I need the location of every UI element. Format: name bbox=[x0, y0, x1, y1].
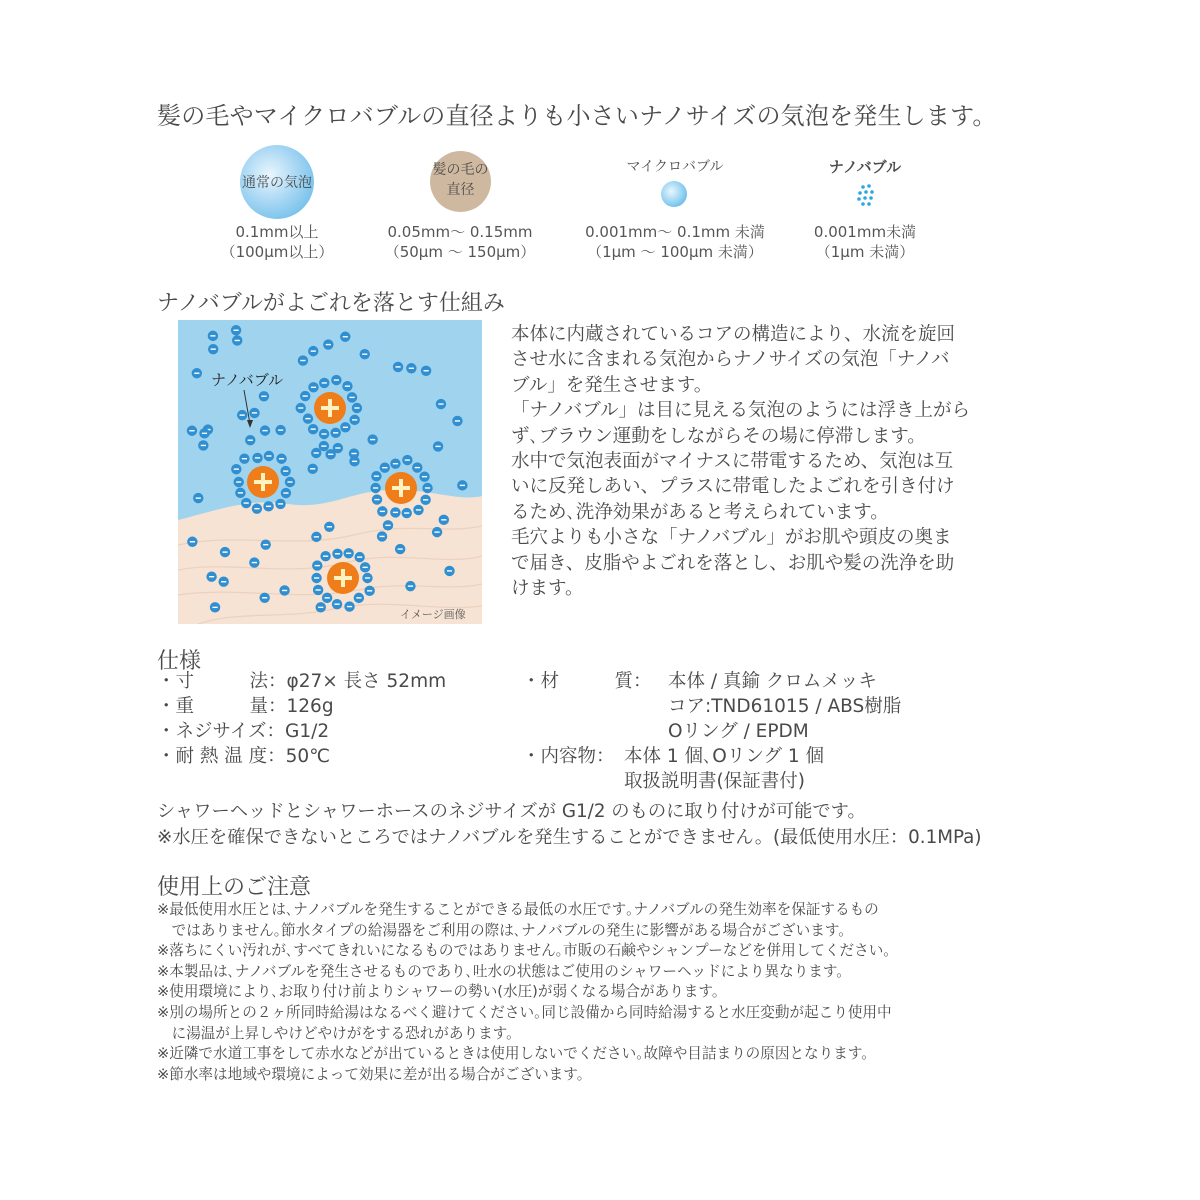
minus-bubble bbox=[354, 552, 364, 562]
minus-bubble bbox=[352, 403, 362, 413]
minus-bubble bbox=[364, 586, 374, 596]
compatibility-note: シャワーヘッドとシャワーホースのネジサイズが G1/2 のものに取り付けが可能です。 bbox=[157, 801, 866, 822]
minus-bubble bbox=[405, 581, 415, 591]
minus-bubble bbox=[260, 425, 270, 435]
minus-bubble bbox=[349, 456, 359, 466]
minus-bubble bbox=[444, 566, 454, 576]
minus-bubble bbox=[237, 410, 247, 420]
minus-bubble bbox=[343, 548, 353, 558]
minus-bubble bbox=[372, 494, 382, 504]
minus-bubble bbox=[342, 381, 352, 391]
minus-bubble bbox=[390, 507, 400, 517]
minus-bubble bbox=[367, 434, 377, 444]
minus-bubble bbox=[419, 471, 429, 481]
minus-bubble bbox=[239, 453, 249, 463]
cautions-title: 使用上のご注意 bbox=[157, 875, 312, 900]
minus-bubble bbox=[275, 499, 285, 509]
headline: 髪の毛やマイクロバブルの直径よりも小さいナノサイズの気泡を発生します。 bbox=[157, 102, 997, 130]
caution-line: ※別の場所との２ヶ所同時給湯はなるべく避けてください｡同じ設備から同時給湯すると水圧変動が起こり使用中 bbox=[157, 1003, 892, 1021]
minus-bubble bbox=[220, 547, 230, 557]
spec-weight: ・重 量：126g bbox=[157, 696, 334, 717]
minus-bubble bbox=[347, 392, 357, 402]
minus-bubble bbox=[308, 464, 318, 474]
minus-bubble bbox=[412, 462, 422, 472]
mechanism-description: 本体に内蔵されているコアの構造により、水流を旋回 させ水に含まれる気泡からナノサイズの気泡「ナノバ ブル」を発生させます。 「ナノバブル」は目に見える気泡のようには浮き上がら ず､ブラウン運動をしながらその場に停滞します。 水中で気泡表面がマイナスに帯電するため、気泡は互 いに反発しあい、プラスに帯電したよごれを引き付け るため､洗浄効果があると考えられています。 毛穴よりも小さな「ナノバブル」がお肌や頭皮の奥ま で届き、皮脂やよごれを落とし、お肌や髪の洗浄を助 けます。 bbox=[511, 324, 970, 600]
minus-bubble bbox=[245, 435, 255, 445]
minus-bubble bbox=[371, 471, 381, 481]
minus-bubble bbox=[319, 378, 329, 388]
caution-line: ※落ちにくい汚れが､すべてきれいになるものではありません｡市販の石鹸やシャンプーなどを併用してください。 bbox=[157, 942, 898, 960]
minus-bubble bbox=[281, 488, 291, 498]
minus-bubble bbox=[332, 599, 342, 609]
minus-bubble bbox=[324, 522, 334, 532]
minus-bubble bbox=[402, 508, 412, 518]
minus-bubble bbox=[275, 425, 285, 435]
minus-bubble bbox=[276, 454, 286, 464]
plus-particle bbox=[247, 466, 279, 498]
minus-bubble bbox=[235, 488, 245, 498]
caution-line: ではありません｡節水タイプの給湯器をご利用の際は､ナノバブルの発生に影響がある場合がございます。 bbox=[157, 921, 853, 939]
minus-bubble bbox=[311, 532, 321, 542]
minus-bubble bbox=[354, 593, 364, 603]
minus-bubble bbox=[192, 368, 202, 378]
minus-bubble bbox=[193, 493, 203, 503]
spec-dimension: ・寸 法：φ27× 長さ 52mm bbox=[157, 671, 447, 692]
minus-bubble bbox=[340, 422, 350, 432]
minus-bubble bbox=[420, 495, 430, 505]
minus-bubble bbox=[320, 551, 330, 561]
spec-heat-resistance: ・耐 熱 温 度：50℃ bbox=[157, 746, 330, 767]
caution-line: ※最低使用水圧とは､ナノバブルを発生することができる最低の水圧です｡ナノバブルの発生効率を保証するもの bbox=[157, 901, 879, 918]
spec-contents-2: 取扱説明書(保証書付) bbox=[624, 771, 805, 792]
spec-material-2: コア:TND61015 / ABS樹脂 bbox=[668, 696, 902, 717]
microbubble-circle bbox=[661, 181, 687, 207]
image-note: イメージ画像 bbox=[400, 608, 466, 621]
minus-bubble bbox=[377, 506, 387, 516]
minus-bubble bbox=[457, 480, 467, 490]
plus-particle bbox=[385, 472, 417, 504]
minus-bubble bbox=[308, 424, 318, 434]
minus-bubble bbox=[300, 391, 310, 401]
minus-bubble bbox=[249, 557, 259, 567]
normal-bubble-size: 0.1mm以上 （100μm以上） bbox=[220, 223, 334, 261]
minus-bubble bbox=[231, 464, 241, 474]
minus-bubble bbox=[198, 440, 208, 450]
minus-bubble bbox=[252, 503, 262, 513]
minus-bubble bbox=[319, 441, 329, 451]
minus-bubble bbox=[259, 391, 269, 401]
minus-bubble bbox=[241, 498, 251, 508]
minus-bubble bbox=[279, 585, 289, 595]
minus-bubble bbox=[331, 375, 341, 385]
minus-bubble bbox=[344, 601, 354, 611]
minus-bubble bbox=[232, 335, 242, 345]
minus-bubble bbox=[349, 415, 359, 425]
minus-bubble bbox=[218, 577, 228, 587]
minus-bubble bbox=[390, 459, 400, 469]
minus-bubble bbox=[208, 331, 218, 341]
minus-bubble bbox=[298, 355, 308, 365]
spec-thread-size: ・ネジサイズ：G1/2 bbox=[157, 721, 330, 742]
caution-line: に湯温が上昇しやけどやけがをする恐れがあります。 bbox=[157, 1024, 521, 1042]
spec-material-label: ・材 質： bbox=[522, 671, 652, 692]
minus-bubble bbox=[316, 602, 326, 612]
minus-bubble bbox=[231, 325, 241, 335]
plus-particle bbox=[327, 562, 359, 594]
minus-bubble bbox=[452, 416, 462, 426]
nanobubble-dots-icon bbox=[855, 183, 879, 207]
minus-bubble bbox=[325, 449, 335, 459]
normal-bubble-label: 通常の気泡 bbox=[242, 175, 312, 191]
minus-bubble bbox=[296, 403, 306, 413]
microbubble-size: 0.001mm～ 0.1mm 未満 （1μm ～ 100μm 未満） bbox=[585, 223, 765, 261]
minus-bubble bbox=[303, 413, 313, 423]
spec-material-3: Oリング / EPDM bbox=[668, 721, 809, 742]
minus-bubble bbox=[260, 539, 270, 549]
specs-title: 仕様 bbox=[157, 649, 202, 674]
minus-bubble bbox=[199, 428, 209, 438]
caution-line: ※節水率は地域や環境によって効果に差が出る場合がございます。 bbox=[157, 1065, 592, 1083]
minus-bubble bbox=[433, 441, 443, 451]
minus-bubble bbox=[380, 462, 390, 472]
caution-line: ※近隣で水道工事をして赤水などが出ているときは使用しないでください｡故障や目詰まりの原因となります。 bbox=[157, 1045, 876, 1063]
spec-material-1: 本体 / 真鍮 クロムメッキ bbox=[668, 671, 877, 692]
minus-bubble bbox=[187, 537, 197, 547]
minus-bubble bbox=[323, 339, 333, 349]
nanobubble-label: ナノバブル bbox=[828, 158, 902, 176]
minus-bubble bbox=[312, 560, 322, 570]
caution-line: ※使用環境により､お取り付け前よりシャワーの勢い(水圧)が弱くなる場合があります。 bbox=[157, 983, 727, 1001]
minus-bubble bbox=[360, 562, 370, 572]
minus-bubble bbox=[402, 455, 412, 465]
nanobubble-size: 0.001mm未満 （1μm 未満） bbox=[813, 223, 917, 261]
minus-bubble bbox=[360, 349, 370, 359]
minus-bubble bbox=[187, 426, 197, 436]
hair-diameter-label: 髪の毛の 直径 bbox=[432, 162, 489, 198]
minus-bubble bbox=[311, 573, 321, 583]
minus-bubble bbox=[370, 483, 380, 493]
minus-bubble bbox=[264, 451, 274, 461]
water-pressure-note: ※水圧を確保できないところではナノバブルを発生することができません。(最低使用水圧：0.1MPa) bbox=[157, 827, 982, 848]
caution-line: ※本製品は､ナノバブルを発生させるものであり､吐水の状態はご使用のシャワーヘッドにより異なります。 bbox=[157, 962, 851, 980]
minus-bubble bbox=[249, 408, 259, 418]
minus-bubble bbox=[259, 593, 269, 603]
minus-bubble bbox=[313, 585, 323, 595]
minus-bubble bbox=[362, 573, 372, 583]
microbubble-label: マイクロバブル bbox=[626, 159, 724, 175]
minus-bubble bbox=[308, 382, 318, 392]
minus-bubble bbox=[421, 366, 431, 376]
minus-bubble bbox=[210, 602, 220, 612]
mechanism-title: ナノバブルがよごれを落とす仕組み bbox=[157, 291, 505, 316]
nanobubble-illustration bbox=[178, 320, 482, 624]
minus-bubble bbox=[233, 477, 243, 487]
minus-bubble bbox=[332, 549, 342, 559]
minus-bubble bbox=[432, 527, 442, 537]
minus-bubble bbox=[406, 363, 416, 373]
cautions-list bbox=[157, 900, 898, 1085]
minus-bubble bbox=[395, 544, 405, 554]
minus-bubble bbox=[280, 466, 290, 476]
minus-bubble bbox=[413, 505, 423, 515]
minus-bubble bbox=[322, 593, 332, 603]
minus-bubble bbox=[340, 332, 350, 342]
minus-bubble bbox=[252, 453, 262, 463]
minus-bubble bbox=[393, 362, 403, 372]
plus-particle bbox=[314, 392, 346, 424]
minus-bubble bbox=[383, 520, 393, 530]
minus-bubble bbox=[285, 477, 295, 487]
spec-contents-1: 本体 1 個､Oリング 1 個 bbox=[624, 746, 825, 767]
minus-bubble bbox=[206, 572, 216, 582]
minus-bubble bbox=[436, 399, 446, 409]
minus-bubble bbox=[330, 428, 340, 438]
minus-bubble bbox=[439, 515, 449, 525]
illustration-nanobubble-label: ナノバブル bbox=[211, 371, 284, 389]
minus-bubble bbox=[377, 531, 387, 541]
hair-diameter-size: 0.05mm～ 0.15mm （50μm ～ 150μm） bbox=[384, 223, 536, 261]
minus-bubble bbox=[208, 344, 218, 354]
minus-bubble bbox=[422, 483, 432, 493]
minus-bubble bbox=[263, 501, 273, 511]
minus-bubble bbox=[308, 346, 318, 356]
minus-bubble bbox=[319, 429, 329, 439]
spec-contents-label: ・内容物： bbox=[522, 746, 615, 767]
